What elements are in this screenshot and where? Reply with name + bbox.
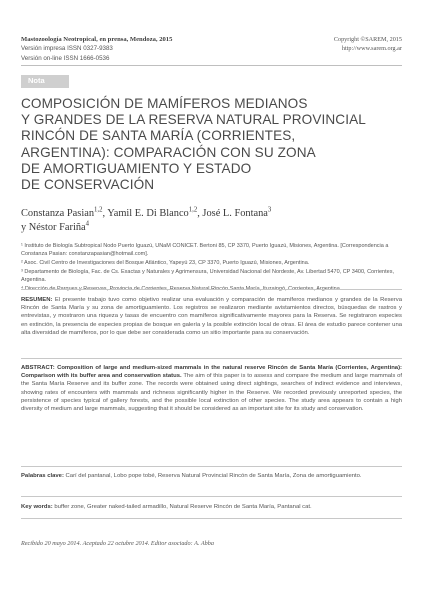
resumen-text: El presente trabajo tuvo como objetivo realizar una evaluación y comparación de mamíferos medianos y grandes de la Reserva Rincón de Santa María y su zona de amortiguamiento. Los registros se realizaron mediante avistamientos directos, búsquedas de rastros y entrevistas, y mostraron una riqueza y tasas de encuentro con mamíferos significativamente mayores para la Reserva. Se registraron especies en extinción, la presencia de especies propias de bosque en galería y la posible extinción local de otras. El área de estudio parece contener una alta diversidad de mamíferos, por lo que debe ser considerada como un sitio importante para su conservación. — [21, 297, 403, 336]
affiliations — [21, 242, 403, 293]
author-name: Yamil E. Di Blanco — [107, 208, 189, 219]
palabras-clave-label: Palabras clave: — [21, 473, 64, 479]
section-divider — [21, 466, 402, 467]
author-conjunction: y — [21, 222, 29, 233]
author-affil-ref: 1,2 — [94, 206, 103, 214]
section-divider — [21, 289, 402, 290]
title-line: Y GRANDES DE LA RESERVA NATURAL PROVINCIAL — [21, 112, 366, 128]
author-affil-ref: 3 — [267, 206, 272, 214]
title-line: RINCÓN DE SANTA MARÍA (CORRIENTES, — [21, 128, 296, 144]
key-words-label: Key words: — [21, 504, 53, 510]
title-line: COMPOSICIÓN DE MAMÍFEROS MEDIANOS — [21, 96, 308, 111]
affiliation: ¹ Instituto de Biología Subtropical Nodo Puerto Iguazú, UNaM CONICET. Bertoni 85, CP 3370, Puerto Iguazú, Misiones, Argentina. [Correspondencia a Constanza Pasian: constanzapasian@hotmail.com]. — [21, 243, 389, 258]
resumen-label: RESUMEN: — [21, 297, 53, 303]
section-divider — [21, 496, 402, 497]
section-tag — [21, 75, 69, 88]
abstract-block — [21, 364, 402, 413]
article-title — [21, 96, 406, 193]
author-affil-ref: 4 — [85, 220, 90, 228]
author-affil-ref: 1,2 — [188, 206, 198, 214]
author-list — [21, 207, 406, 235]
abstract-title: Composition of large and medium-sized mammals in the natural reserve Rincón de Santa María (Corrientes, Argentina): Comparison with its buffer area and conservation status. — [21, 365, 403, 380]
palabras-clave-block — [21, 472, 402, 480]
affiliation: ² Asoc. Civil Centro de Investigaciones del Bosque Atlántico, Yapeyú 23, CP 3370, Puerto Iguazú, Misiones, Argentina. — [21, 259, 310, 266]
header-divider — [21, 65, 402, 66]
journal-url[interactable]: http://www.sarem.org.ar — [341, 45, 402, 53]
key-words-block — [21, 503, 402, 511]
author-line-2 — [21, 221, 406, 235]
author-name: Néstor Fariña — [28, 222, 86, 233]
resumen-block — [21, 296, 402, 337]
abstract-text: The aim of this paper is to assess and compare the medium and large mammals of the Santa María Reserve and its buffer zone. The records were obtained using direct sightings, searches of indirect evidence and interviews, showing rates of encounters with mammals and richness significantly higher in the Reserve. We recorded previously unreported species, the persistence of species typical of gallery forests, and the possible local extinction of other species. The study area appears to contain a high diversity of medium and large mammals, suggesting that it should be considered as an important site for its study and conservation. — [21, 373, 402, 413]
palabras-clave-text: Carí del pantanal, Lobo pope tobé, Reserva Natural Provincial Rincón de Santa María, Zona de amortiguamiento. — [65, 473, 362, 479]
author-name: Constanza Pasian — [21, 208, 95, 219]
issn-print: Versión impresa ISSN 0327-9383 — [21, 45, 113, 53]
author-separator: , — [197, 208, 203, 219]
issn-online: Versión on-line ISSN 1666-0536 — [21, 54, 110, 62]
copyright-text: Copyright ©SAREM, 2015 — [333, 36, 402, 43]
section-divider — [21, 518, 402, 519]
title-line: DE AMORTIGUAMIENTO Y ESTADO — [21, 160, 252, 176]
author-separator: , — [102, 208, 108, 219]
title-line: DE CONSERVACIÓN — [21, 177, 155, 193]
journal-header — [21, 35, 172, 63]
key-words-text: buffer zone, Greater naked-tailed armadillo, Natural Reserve Rincón de Santa María, Pantanal cat. — [54, 504, 312, 510]
section-tag-label: Nota — [28, 76, 45, 85]
author-name: José L. Fontana — [202, 208, 268, 219]
abstract-label: ABSTRACT: — [21, 365, 55, 371]
section-divider — [21, 358, 402, 359]
journal-name: Mastozoología Neotropical, en prensa, Mendoza, 2015 — [21, 36, 173, 43]
received-info: Recibido 20 mayo 2014. Aceptado 22 octubre 2014. Editor asociado: A. Abba — [21, 540, 214, 547]
affiliation: ³ Departamento de Biología, Fac. de Cs. Exactas y Naturales y Agrimensura, Universidad Nacional del Nordeste, Av. Libertad 5470, CP 3400, Corrientes, Argentina. — [21, 268, 394, 283]
author-line-1 — [21, 207, 406, 221]
title-line: ARGENTINA): COMPARACIÓN CON SU ZONA — [21, 144, 316, 160]
copyright-header — [334, 35, 402, 54]
